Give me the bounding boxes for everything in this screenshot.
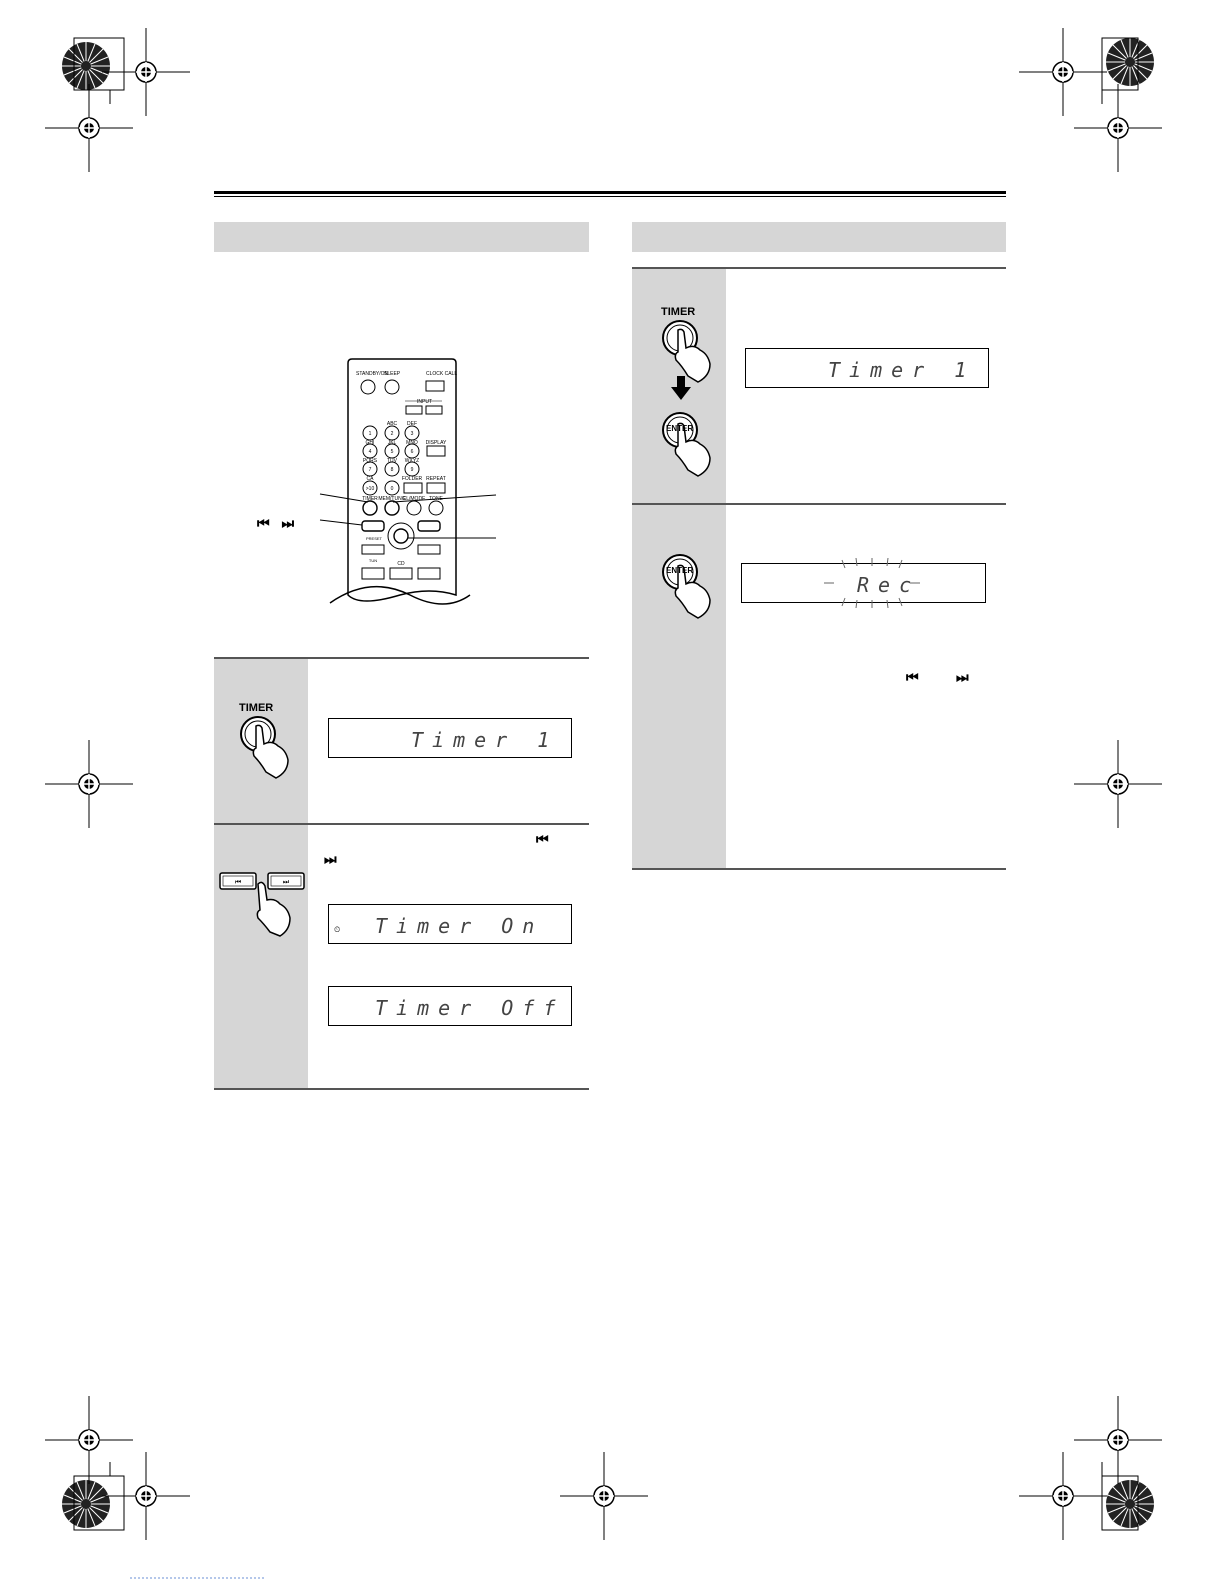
label-clmode: CL/MODE: [402, 496, 426, 502]
down-arrow-icon: [669, 376, 693, 402]
right-enter-label-1: ENTER: [666, 424, 694, 433]
right-timer-button-label: TIMER: [661, 306, 696, 318]
remote-control-illustration: [250, 355, 510, 615]
label-timer: TIMER: [362, 496, 378, 502]
lcd-timer-1: [328, 718, 572, 758]
label-def: DEF: [407, 421, 417, 427]
label-folder: FOLDER: [401, 476, 423, 482]
label-clock-call: CLOCK CALL: [426, 371, 458, 377]
lcd-timer-1-text: Timer 1: [411, 728, 559, 752]
timer-indicator-icon: ⏲: [334, 925, 341, 934]
right-skip-prev-icon: ⏮: [906, 669, 919, 685]
lcd-right-timer-1: [745, 348, 989, 388]
label-input: INPUT: [417, 399, 432, 405]
label-preset: PRESET: [366, 536, 383, 541]
label-tun: TUN: [368, 558, 378, 563]
label-jkl: JKL: [387, 440, 397, 446]
svg-text:4: 4: [368, 449, 372, 455]
svg-text:5: 5: [390, 449, 394, 455]
header-rule: [214, 191, 1006, 194]
label-ghi: GHI: [365, 440, 375, 446]
label-tuv: TUV: [387, 458, 397, 464]
lcd-right-timer-1-text: Timer 1: [828, 358, 976, 382]
svg-text:7: 7: [368, 467, 372, 473]
lcd-timer-on-text: Timer On: [375, 914, 544, 938]
label-mno: MNO: [406, 440, 418, 446]
svg-text:9: 9: [410, 467, 414, 473]
svg-text:⏮: ⏮: [234, 878, 242, 886]
right-enter-label-2: ENTER: [666, 566, 694, 575]
svg-text:2: 2: [390, 431, 394, 437]
label-mem: MEM/TUNG: [378, 496, 406, 502]
label-sleep: SLEEP: [384, 371, 401, 377]
timer-button-label: TIMER: [239, 702, 274, 714]
section-bar-right: [632, 222, 1006, 252]
skip-prev-icon: ⏮: [536, 831, 549, 847]
skip-next-icon: ⏭: [324, 851, 337, 867]
label-standby: STANDBY/ON: [356, 371, 389, 377]
timer-button-icon: [232, 712, 302, 782]
label-cd: CD: [397, 561, 405, 567]
svg-text:1: 1: [368, 431, 372, 437]
lcd-rec: [741, 563, 986, 603]
right-skip-next-icon: ⏭: [956, 669, 969, 685]
lcd-timer-off: [328, 986, 572, 1026]
callout-skip-label: ⏮ ⏭: [257, 515, 299, 531]
section-bar-left: [214, 222, 589, 252]
label-display: DISPLAY: [425, 440, 447, 446]
label-pqrs: PQRS: [362, 458, 378, 464]
svg-text:6: 6: [410, 449, 414, 455]
label-abc: ABC: [386, 421, 398, 427]
label-ca: CA: [366, 476, 374, 482]
label-wxyz: WXYZ: [404, 458, 420, 464]
lcd-timer-on: [328, 904, 572, 944]
right-enter-button-icon: [654, 410, 724, 482]
left-step-2-column: [214, 825, 308, 1088]
header-rule-thin: [214, 196, 1006, 197]
left-table-rule-3: [214, 1088, 589, 1090]
label-repeat: REPEAT: [426, 476, 446, 482]
lcd-timer-off-text: Timer Off: [375, 996, 565, 1020]
svg-text:3: 3: [410, 431, 414, 437]
right-table-rule-3: [632, 868, 1006, 870]
skip-buttons-icon: [218, 870, 308, 940]
svg-text:0: 0: [390, 486, 394, 492]
svg-text:>10: >10: [365, 486, 375, 492]
svg-text:8: 8: [390, 467, 394, 473]
lcd-rec-text: Rec: [857, 573, 921, 597]
svg-text:⏭: ⏭: [282, 878, 290, 886]
right-enter-button-icon-2: [654, 552, 724, 624]
